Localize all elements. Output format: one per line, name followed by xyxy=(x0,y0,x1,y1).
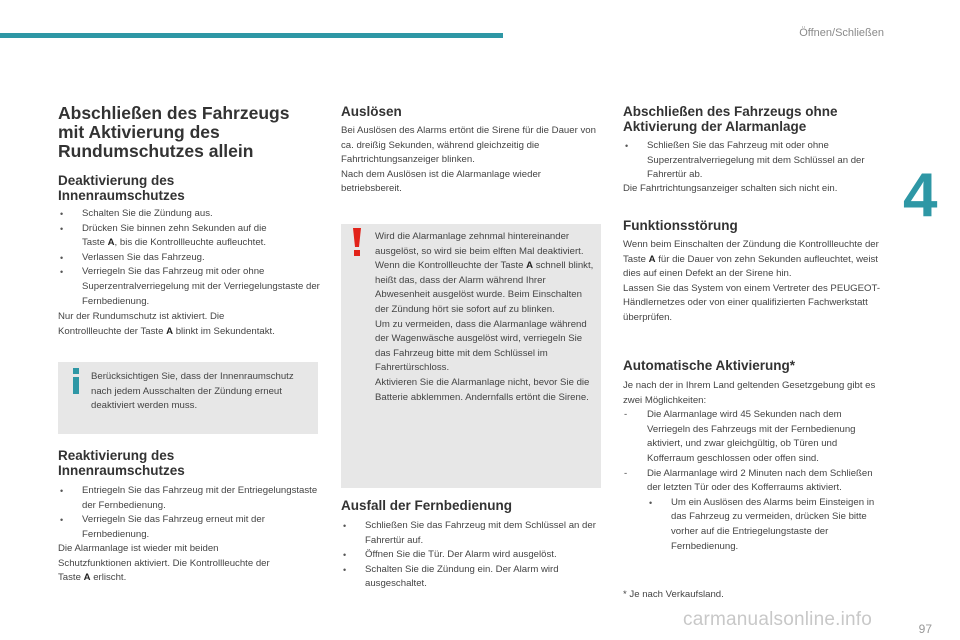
deactivation-note xyxy=(58,310,320,339)
warning-box xyxy=(341,224,601,488)
chapter-number: 4 xyxy=(903,161,938,230)
note-line: Nur der Rundumschutz ist aktiviert. Die xyxy=(58,311,225,322)
no-alarm-heading xyxy=(623,104,885,134)
note-line xyxy=(58,325,320,340)
text-span: Taste xyxy=(58,572,84,584)
paragraph: Je nach der in Ihrem Land geltenden Gesetzgebung gibt es zwei Möglichkeiten: xyxy=(623,380,876,406)
list-item: • Schalten Sie die Zündung ein. Der Alarm wird ausgeschaltet. xyxy=(341,563,603,592)
text-span: schnell blinkt, heißt das, dass der Alarm während Ihrer Abwesenheit ausgelöst wurde. Beim Einschalten der Zündung hört sie sofort auf zu blinken. xyxy=(375,260,594,315)
heading-line: Reaktivierung des xyxy=(58,448,175,463)
heading-line: Deaktivierung des xyxy=(58,173,175,188)
list-item: • Schließen Sie das Fahrzeug mit dem Schlüssel an der Fahrertür auf. xyxy=(341,519,603,548)
auto-activation-text xyxy=(623,379,885,554)
list-item: • Verriegeln Sie das Fahrzeug mit oder ohne Superzentralverriegelung mit der Verriegelungstaste der Fernbedienung. xyxy=(58,265,320,309)
text-span: Kontrollleuchte der Taste xyxy=(58,325,167,337)
key-label: A xyxy=(526,260,534,272)
text-span: Taste xyxy=(82,237,108,249)
text-span: für die Dauer von zehn Sekunden aufleuchtet, weist dies auf einen Defekt an der Sirene hin. xyxy=(623,253,878,280)
fault-text xyxy=(623,238,885,326)
list-item: • Schließen Sie das Fahrzeug mit oder ohne Superzentralverriegelung mit dem Schlüssel an der Fahrertür ab. xyxy=(623,139,885,183)
header-accent-bar xyxy=(0,33,503,38)
key-label: A xyxy=(648,253,656,265)
key-label: A xyxy=(107,237,115,249)
section-title: Öffnen/Schließen xyxy=(799,27,884,39)
paragraph: Um zu vermeiden, dass die Alarmanlage während der Wagenwäsche ausgelöst wird, verriegeln Sie das Fahrzeug bitte mit dem Schlüssel im Fahrertürschloss. xyxy=(375,318,587,374)
reactivation-note xyxy=(58,542,320,586)
key-label: A xyxy=(83,572,91,584)
paragraph: Wird die Alarmanlage zehnmal hintereinander ausgelöst, so wird sie beim elften Mal deaktiviert. xyxy=(375,231,584,257)
paragraph: Lassen Sie das System von einem Vertreter des PEUGEOT-Händlernetzes oder von einer qualifizierten Fachwerkstatt überprüfen. xyxy=(623,282,881,323)
paragraph: Aktivieren Sie die Alarmanlage nicht, bevor Sie die Batterie abklemmen. Andernfalls ertönt die Sirene. xyxy=(375,376,590,403)
deactivation-heading xyxy=(58,173,320,203)
heading-line: Abschließen des Fahrzeugs ohne xyxy=(623,104,838,119)
auto-activation-sub-steps xyxy=(623,496,885,554)
fault-heading: Funktionsstörung xyxy=(623,218,738,233)
paragraph xyxy=(375,259,597,317)
paragraph: Bei Auslösen des Alarms ertönt die Sirene für die Dauer von ca. dreißig Sekunden, während gleichzeitig die Fahrtrichtungsanzeiger blinken. xyxy=(341,125,596,166)
warning-icon xyxy=(347,228,367,256)
no-alarm-steps xyxy=(623,139,885,183)
text-span: Drücken Sie binnen zehn Sekunden auf die xyxy=(82,222,267,234)
list-item xyxy=(58,222,320,251)
warning-text xyxy=(375,230,597,405)
heading-line: Innenraumschutzes xyxy=(58,463,185,478)
text-span: Wenn die Kontrollleuchte der Taste xyxy=(375,260,527,272)
auto-activation-options xyxy=(623,408,885,496)
text-span: Wenn beim Einschalten der Zündung die Kontrollleuchte der Taste xyxy=(623,239,879,265)
title-line: Rundumschutzes allein xyxy=(58,141,254,161)
watermark: carmanualsonline.info xyxy=(683,609,873,630)
trigger-heading: Auslösen xyxy=(341,104,402,119)
text-span: erlischt. xyxy=(90,572,127,584)
reactivation-heading xyxy=(58,448,320,478)
title-line: mit Aktivierung des xyxy=(58,122,220,142)
list-item: - Die Alarmanlage wird 45 Sekunden nach dem Verriegeln des Fahrzeugs mit der Fernbedienung aktiviert, und zwar gleichgültig, ob Türen und Kofferraum geschlossen oder offen sind. xyxy=(623,408,885,466)
note-line xyxy=(58,571,320,586)
deactivation-steps xyxy=(58,207,320,309)
info-text: Berücksichtigen Sie, dass der Innenraumschutz nach jedem Ausschalten der Zündung erneut deaktiviert werden muss. xyxy=(91,371,294,412)
paragraph xyxy=(623,238,885,282)
page-number: 97 xyxy=(918,622,932,636)
info-icon xyxy=(68,368,84,394)
no-alarm-note: Die Fahrtrichtungsanzeiger schalten sich nicht ein. xyxy=(623,183,838,194)
remote-failure-heading: Ausfall der Fernbedienung xyxy=(341,498,513,513)
key-label: A xyxy=(166,325,174,337)
list-item: • Entriegeln Sie das Fahrzeug mit der Entriegelungstaste der Fernbedienung. xyxy=(58,484,320,513)
page-main-title xyxy=(58,104,320,161)
list-item: • Verriegeln Sie das Fahrzeug erneut mit der Fernbedienung. xyxy=(58,513,320,542)
list-item: • Schalten Sie die Zündung aus. xyxy=(58,207,320,222)
list-item: - Die Alarmanlage wird 2 Minuten nach dem Schließen der letzten Tür oder des Kofferraums aktiviert. xyxy=(623,467,885,496)
heading-line: Innenraumschutzes xyxy=(58,188,185,203)
footnote: * Je nach Verkaufsland. xyxy=(623,589,724,600)
title-line: Abschließen des Fahrzeugs xyxy=(58,103,290,123)
note-line: Die Alarmanlage ist wieder mit beiden xyxy=(58,543,219,554)
list-item: • Um ein Auslösen des Alarms beim Einsteigen in das Fahrzeug zu vermeiden, drücken Sie bitte vorher auf die Entriegelungstaste der Fernbedienung. xyxy=(647,496,885,554)
reactivation-steps xyxy=(58,484,320,542)
text-span: , bis die Kontrollleuchte aufleuchtet. xyxy=(114,237,267,249)
heading-line: Aktivierung der Alarmanlage xyxy=(623,119,807,134)
trigger-text xyxy=(341,124,603,197)
remote-failure-steps xyxy=(341,519,603,592)
paragraph: Nach dem Auslösen ist die Alarmanlage wieder betriebsbereit. xyxy=(341,168,541,195)
list-item: • Verlassen Sie das Fahrzeug. xyxy=(58,251,320,266)
list-item: • Öffnen Sie die Tür. Der Alarm wird ausgelöst. xyxy=(341,548,603,563)
text-span: blinkt im Sekundentakt. xyxy=(173,325,275,337)
auto-activation-heading: Automatische Aktivierung* xyxy=(623,358,796,373)
note-line: Schutzfunktionen aktiviert. Die Kontrollleuchte der xyxy=(58,557,270,569)
info-box xyxy=(58,362,318,434)
